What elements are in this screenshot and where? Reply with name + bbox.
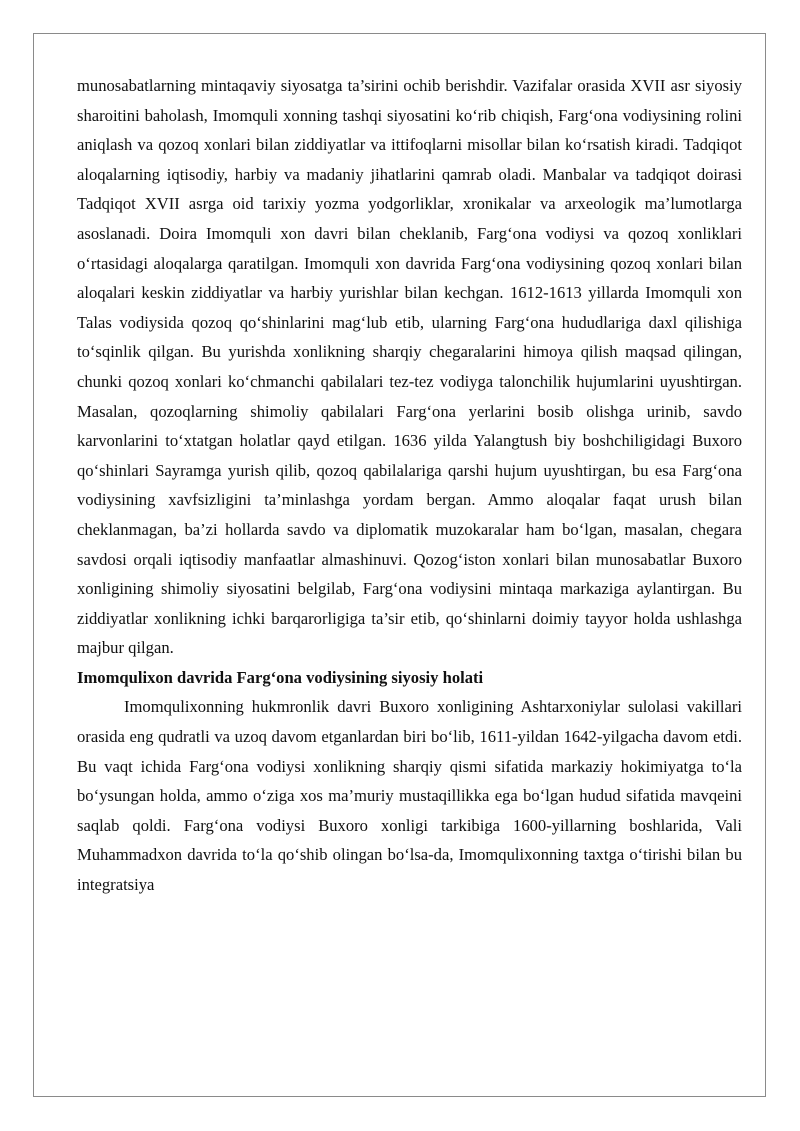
body-paragraph: Imomqulixonning hukmronlik davri Buxoro xonligining Ashtarxoniylar sulolasi vakillari orasida eng qudratli va uzoq davom etganlardan biri bo‘lib, 1611-yildan 1642-yilgacha davom etdi. Bu vaqt ichida Farg‘ona vodiysi xonlikning sharqiy qismi sifatida markaziy hokimiyatga to‘la bo‘ysungan holda, ammo o‘ziga xos ma’muriy mustaqillikka ega bo‘lgan hudud sifatida mavqeini saqlab qoldi. Farg‘ona vodiysi Buxoro xonligi tarkibiga 1600-yillarning boshlarida, Vali Muhammadxon davrida to‘la qo‘shib olingan bo‘lsa-da, Imomqulixonning taxtga o‘tirishi bilan bu integratsiya bbox=[77, 697, 742, 895]
body-paragraph: munosabatlarning mintaqaviy siyosatga ta’sirini ochib berishdir. Vazifalar orasida XVII asr siyosiy sharoitini baholash, Imomquli xonning tashqi siyosatini ko‘rib chiqish, Farg‘ona vodiysining rolini aniqlash va qozoq xonlari bilan ziddiyatlar va ittifoqlarni misollar bilan ko‘rsatish kiradi. Tadqiqot aloqalarning iqtisodiy, harbiy va madaniy jihatlarini qamrab oladi. Manbalar va tadqiqot doirasi Tadqiqot XVII asrga oid tarixiy yozma yodgorliklar, xronikalar va arxeologik ma’lumotlarga asoslanadi. Doira Imomquli xon davri bilan cheklanib, Farg‘ona vodiysi va qozoq xonliklari o‘rtasidagi aloqalarga qaratilgan. Imomquli xon davrida Farg‘ona vodiysining qozoq xonlari bilan aloqalari keskin ziddiyatlar va harbiy yurishlar bilan kechgan. 1612-1613 yillarda Imomquli xon Talas vodiysida qozoq qo‘shinlarini mag‘lub etib, ularning Farg‘ona hududlariga daxl qilishiga to‘sqinlik qilgan. Bu yurishda xonlikning sharqiy chegaralarini himoya qilish maqsad qilingan, chunki qozoq xonlari ko‘chmanchi qabilalari tez-tez vodiyga talonchilik hujumlarini uyushtirgan. Masalan, qozoqlarning shimoliy qabilalari Farg‘ona yerlarini bosib olishga urinib, savdo karvonlarini to‘xtatgan holatlar qayd etilgan. 1636 yilda Yalangtush biy boshchiligidagi Buxoro qo‘shinlari Sayramga yurish qilib, qozoq qabilalariga qarshi hujum uyushtirgan, bu esa Farg‘ona vodiysining xavfsizligini ta’minlashga yordam bergan. Ammo aloqalar faqat urush bilan cheklanmagan, ba’zi hollarda savdo va diplomatik muzokaralar ham bo‘lgan, masalan, chegara savdosi orqali iqtisodiy manfaatlar almashinuvi. Qozog‘iston xonlari bilan munosabatlar Buxoro xonligining shimoliy siyosatini belgilab, Farg‘ona vodiysini mintaqa markaziga aylantirgan. Bu ziddiyatlar xonlikning ichki barqarorligiga ta’sir etib, qo‘shinlarni doimiy tayyor holda ushlashga majbur qilgan. bbox=[77, 76, 742, 658]
document-body bbox=[77, 71, 742, 900]
section-heading: Imomqulixon davrida Farg‘ona vodiysining siyosiy holati bbox=[77, 667, 484, 687]
